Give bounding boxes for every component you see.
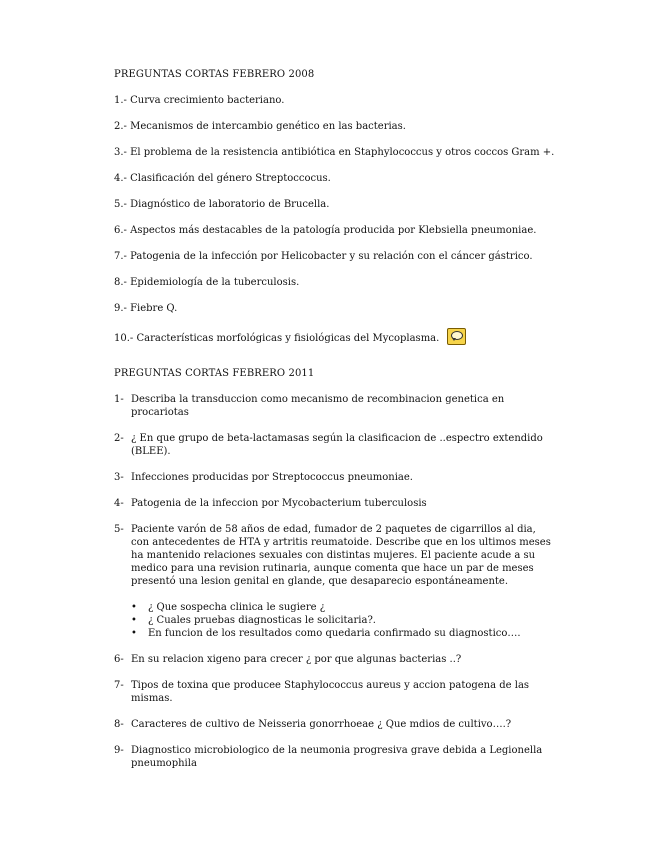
list-item: • En funcion de los resultados como quedaria confirmado su diagnostico…. [148, 627, 554, 640]
question-number: 2- [114, 433, 124, 444]
question-number: 8- [114, 719, 124, 730]
question-2011-7 [114, 679, 554, 705]
question-text: ¿ En que grupo de beta-lactamasas según la clasificacion de ..espectro extendido (BLEE). [131, 433, 543, 457]
question-2008-6: 6.- Aspectos más destacables de la patología producida por Klebsiella pneumoniae. [114, 225, 537, 236]
question-text: Infecciones producidas por Streptococcus pneumoniae. [131, 472, 413, 483]
question-2011-2 [114, 432, 554, 458]
section-2011-title: PREGUNTAS CORTAS FEBRERO 2011 [114, 368, 315, 379]
document-page [114, 68, 554, 783]
question-text: Tipos de toxina que producee Staphylococcus aureus y accion patogena de las mismas. [131, 680, 530, 704]
question-number: 7- [114, 680, 124, 691]
question-2008-10-text: 10.- Características morfológicas y fisiológicas del Mycoplasma. [114, 333, 440, 344]
question-number: 9- [114, 745, 124, 756]
question-text: Patogenia de la infeccion por Mycobacterium tuberculosis [131, 498, 427, 509]
question-2011-9 [114, 744, 554, 770]
question-2008-3: 3.- El problema de la resistencia antibiótica en Staphylococcus y otros coccos Gram +. [114, 147, 555, 158]
case-questions-list [114, 601, 554, 640]
question-text: En su relacion xigeno para crecer ¿ por que algunas bacterias ..? [131, 654, 462, 665]
question-text: Describa la transduccion como mecanismo de recombinacion genetica en procariotas [131, 394, 505, 418]
question-number: 4- [114, 498, 124, 509]
comment-note-icon[interactable] [447, 328, 466, 345]
question-number: 1- [114, 394, 124, 405]
question-2008-7: 7.- Patogenia de la infección por Helicobacter y su relación con el cáncer gástrico. [114, 251, 533, 262]
section-2008-title: PREGUNTAS CORTAS FEBRERO 2008 [114, 69, 315, 80]
question-2008-4: 4.- Clasificación del género Streptoccocus. [114, 173, 331, 184]
question-2011-8 [114, 718, 554, 731]
question-number: 5- [114, 524, 124, 535]
question-2011-3 [114, 471, 554, 484]
question-2011-1 [114, 393, 554, 419]
question-text: Diagnostico microbiologico de la neumonia progresiva grave debida a Legionella pneumophila [131, 745, 543, 769]
question-2011-4 [114, 497, 554, 510]
question-2008-1: 1.- Curva crecimiento bacteriano. [114, 95, 285, 106]
question-number: 6- [114, 654, 124, 665]
question-2008-9: 9.- Fiebre Q. [114, 303, 178, 314]
question-text: Paciente varón de 58 años de edad, fumador de 2 paquetes de cigarrillos al dia, con antecedentes de HTA y artritis reumatoide. Describe que en los ultimos meses ha mantenido relaciones sexuales con distintas mujeres. El paciente acude a su medico para una revision rutinaria, aunque comenta que hace un par de meses presentó una lesion genital en glande, que desaparecio espontáneamente. [131, 524, 551, 587]
question-2008-10 [114, 328, 554, 345]
question-2011-6 [114, 653, 554, 666]
question-2008-2: 2.- Mecanismos de intercambio genético en las bacterias. [114, 121, 406, 132]
question-2011-5 [114, 523, 554, 588]
list-item: • ¿ Cuales pruebas diagnosticas le solicitaria?. [148, 614, 554, 627]
question-number: 3- [114, 472, 124, 483]
question-text: Caracteres de cultivo de Neisseria gonorrhoeae ¿ Que mdios de cultivo….? [131, 719, 512, 730]
question-2008-5: 5.- Diagnóstico de laboratorio de Brucella. [114, 199, 330, 210]
list-item: • ¿ Que sospecha clinica le sugiere ¿ [148, 601, 554, 614]
question-2008-8: 8.- Epidemiología de la tuberculosis. [114, 277, 300, 288]
